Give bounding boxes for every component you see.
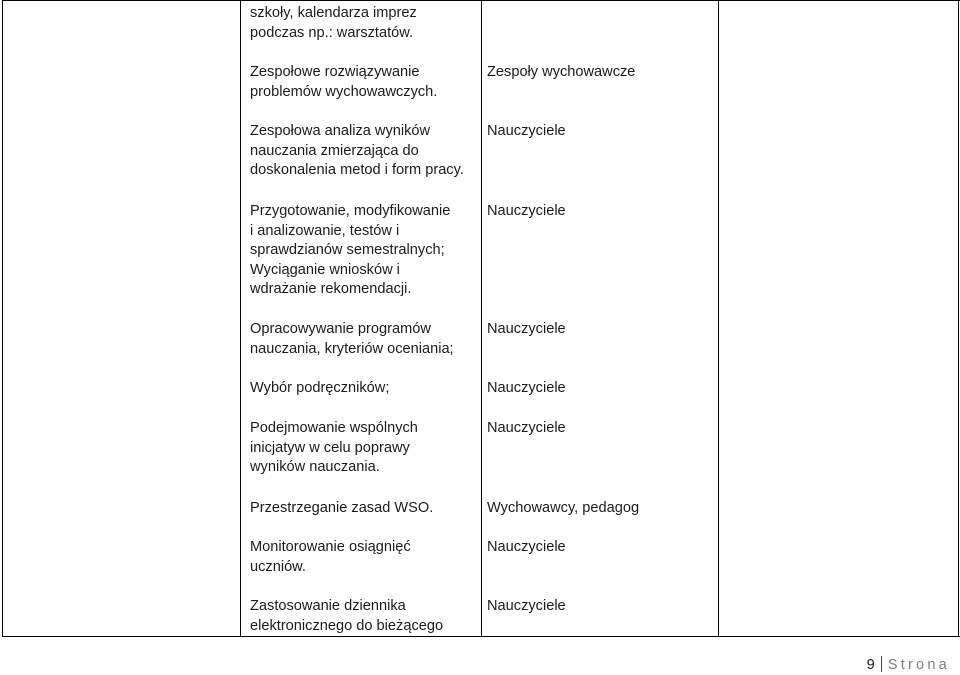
responsible-cell: Nauczyciele [487,203,566,219]
activity-line: szkoły, kalendarza imprez [250,5,417,21]
responsible-cell: Nauczyciele [487,539,566,555]
activity-cell [250,4,417,43]
table-column-divider [481,0,482,637]
activity-line: uczniów. [250,558,306,575]
activity-line: Zespołowe rozwiązywanie [250,64,420,80]
activity-line: Przygotowanie, modyfikowanie [250,203,451,219]
activity-cell [250,122,464,181]
table-border-left [2,0,3,637]
activity-cell [250,499,433,519]
activity-cell [250,63,437,102]
page-footer [867,656,950,673]
responsible-cell: Nauczyciele [487,420,566,436]
activity-line: nauczania, kryteriów oceniania; [250,340,454,357]
responsible-cell: Wychowawcy, pedagog [487,500,640,516]
activity-line: Przestrzeganie zasad WSO. [250,500,434,516]
page-label: Strona [887,657,950,673]
page-number: 9 [866,657,875,673]
activity-cell [250,379,389,399]
activity-cell [250,538,411,577]
activity-line: podczas np.: warsztatów. [250,24,414,41]
activity-line: inicjatyw w celu poprawy [250,439,410,456]
responsible-cell: Nauczyciele [487,321,566,337]
table-column-divider [718,0,719,637]
activity-line: sprawdzianów semestralnych; [250,242,445,258]
activity-line: Zespołowa analiza wyników [250,123,431,139]
activity-line: doskonalenia metod i form pracy. [250,162,464,178]
activity-line: nauczania zmierzająca do [250,142,419,159]
responsible-cell: Nauczyciele [487,123,566,139]
responsible-cell: Zespoły wychowawcze [487,64,636,80]
table-column-divider [240,0,241,637]
table-border-right [958,0,959,637]
footer-divider [881,656,882,672]
table-bottom-border [2,636,960,637]
activity-line: elektronicznego do bieżącego [250,617,444,634]
activity-line: Monitorowanie osiągnięć [250,539,411,555]
activity-line: i analizowanie, testów i [250,222,400,239]
activity-line: Wybór podręczników; [250,380,390,396]
responsible-cell: Nauczyciele [487,598,566,614]
activity-cell [250,202,450,300]
activity-line: problemów wychowawczych. [250,83,438,100]
activity-line: Wyciąganie wniosków i [250,261,400,278]
activity-line: wyników nauczania. [250,459,380,475]
activity-line: Zastosowanie dziennika [250,598,406,614]
activity-line: wdrażanie rekomendacji. [250,281,412,297]
activity-line: Opracowywanie programów [250,321,431,337]
activity-cell [250,597,443,636]
responsible-cell: Nauczyciele [487,380,566,396]
activity-cell [250,320,454,359]
activity-line: Podejmowanie wspólnych [250,420,418,436]
activity-cell [250,419,418,478]
